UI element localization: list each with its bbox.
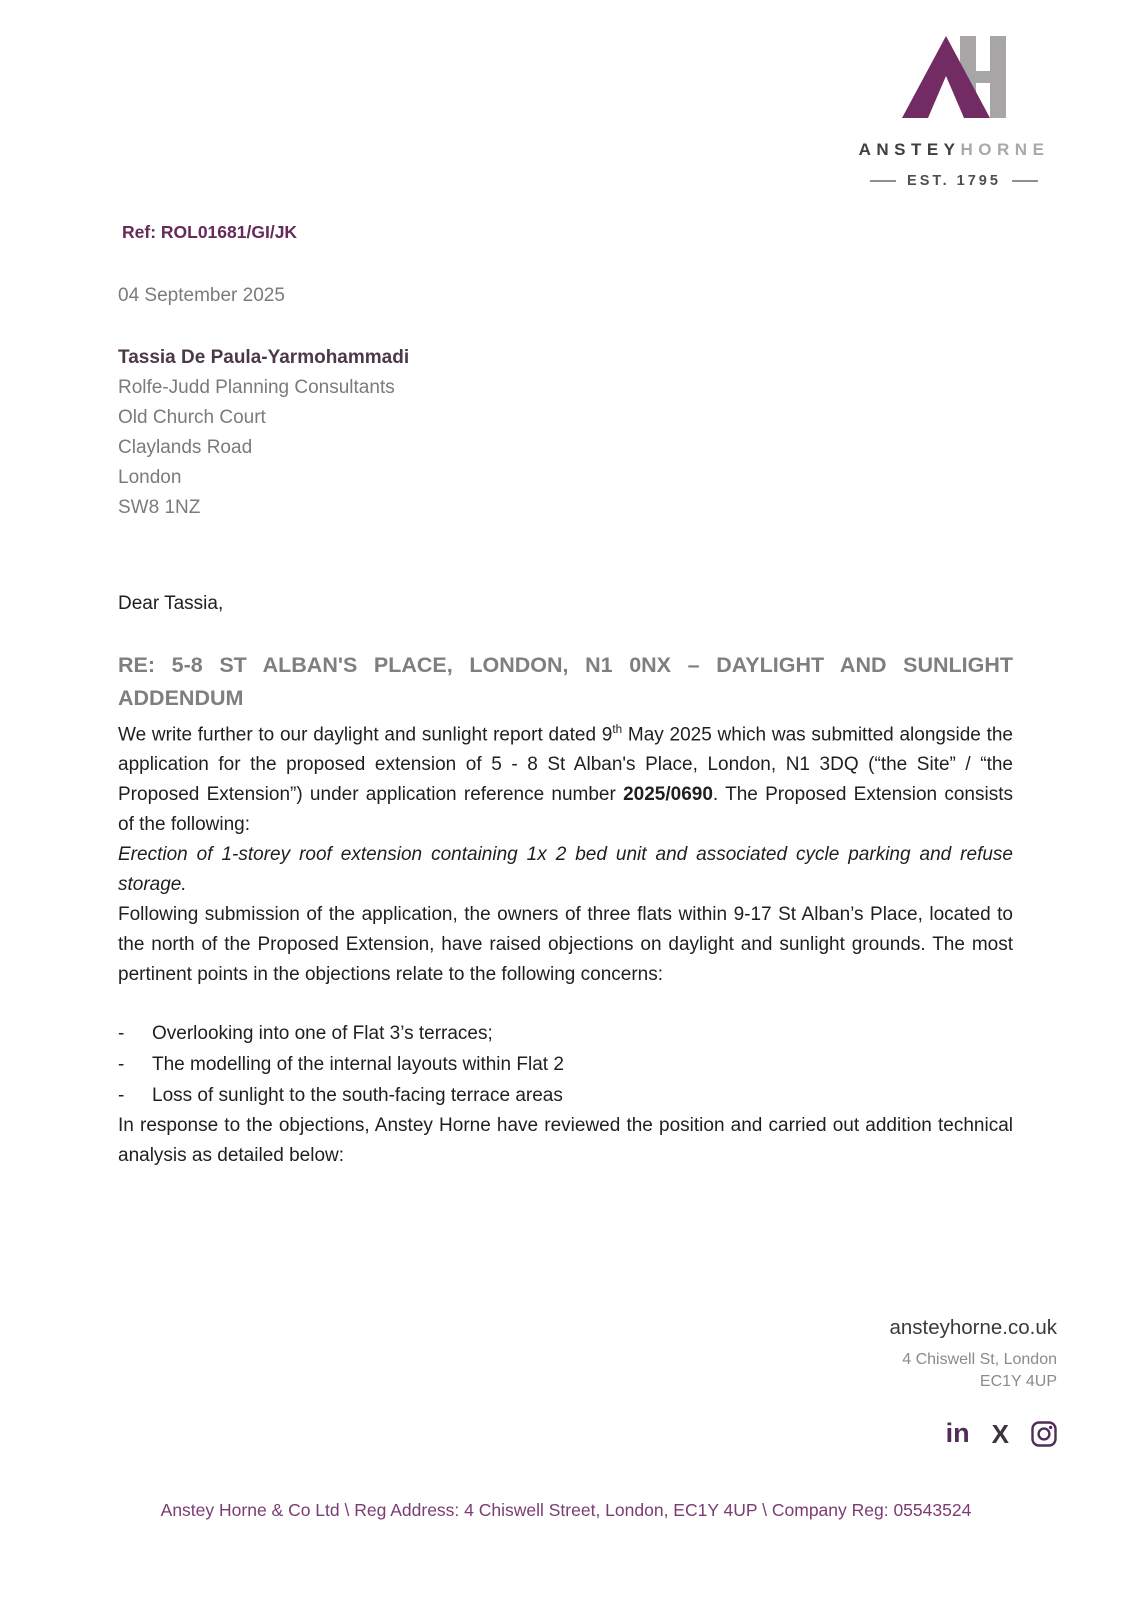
- paragraph-intro: [118, 715, 1013, 840]
- brand-name: [859, 140, 1050, 160]
- recipient-line: Claylands Road: [118, 437, 253, 458]
- recipient-line: London: [118, 467, 182, 488]
- salutation: Dear Tassia,: [118, 593, 224, 614]
- linkedin-icon[interactable]: in: [945, 1418, 970, 1448]
- footer-address: [889, 1349, 1057, 1393]
- bullet-marker: -: [118, 1054, 125, 1076]
- brand-name-anstey: ANSTEY: [858, 140, 961, 159]
- brand-name-horne: HORNE: [960, 140, 1050, 159]
- website-link[interactable]: ansteyhorne.co.uk: [889, 1316, 1057, 1339]
- paragraph-objections: Following submission of the application, the owners of three flats within 9-17 St Alban’s Place, located to the north of the Proposed Extension, have raised objections on daylight and sunlight grounds. The most pertinent points in the objections relate to the following concerns:: [118, 904, 1013, 986]
- company-registration-footer: Anstey Horne & Co Ltd \ Reg Address: 4 Chiswell Street, London, EC1Y 4UP \ Company Reg: 05543524: [160, 1500, 972, 1520]
- list-item: [118, 1018, 1013, 1049]
- paragraph-intro-text: May 2025 which was submitted alongside the application for the proposed extension of 5 - 8 St Alban's Place, London, N1 3DQ (“the Site” / “the Proposed Extension”) under application reference number: [118, 724, 1013, 806]
- brand-established: [870, 173, 1038, 189]
- recipient-name: Tassia De Paula-Yarmohammadi: [118, 347, 410, 368]
- paragraph-intro-text: . The Proposed Extension consists of the following:: [118, 784, 1013, 836]
- letterhead: [844, 30, 1064, 189]
- recipient-line: Rolfe-Judd Planning Consultants: [118, 377, 395, 398]
- footer-address-line: EC1Y 4UP: [979, 1373, 1057, 1390]
- bullet-marker: -: [118, 1085, 125, 1107]
- footer-contact-block: [889, 1316, 1057, 1447]
- ordinal-suffix: th: [612, 723, 623, 736]
- x-twitter-icon[interactable]: X: [991, 1418, 1009, 1449]
- list-item: [118, 1049, 1013, 1080]
- reference-number: Ref: ROL01681/GI/JK: [122, 222, 298, 242]
- instagram-icon[interactable]: [1031, 1421, 1057, 1447]
- bullet-text: Overlooking into one of Flat 3’s terraces;: [152, 1023, 493, 1045]
- bullet-marker: -: [118, 1023, 125, 1045]
- anstey-horne-logo-icon: [902, 30, 1006, 124]
- footer-address-line: 4 Chiswell St, London: [902, 1351, 1057, 1368]
- social-icons-row: [889, 1420, 1057, 1447]
- letter-date: 04 September 2025: [118, 285, 285, 306]
- application-reference: 2025/0690: [623, 784, 713, 806]
- bullet-text: Loss of sunlight to the south-facing terrace areas: [152, 1085, 563, 1107]
- letter-content: [0, 222, 1132, 1171]
- paragraph-intro-text: We write further to our daylight and sunlight report dated 9: [118, 724, 613, 746]
- recipient-line: SW8 1NZ: [118, 497, 201, 518]
- subject-line: RE: 5-8 ST ALBAN'S PLACE, LONDON, N1 0NX – DAYLIGHT AND SUNLIGHT ADDENDUM: [118, 653, 1013, 710]
- list-item: [118, 1080, 1013, 1111]
- recipient-line: Old Church Court: [118, 407, 266, 428]
- development-description-quote: Erection of 1-storey roof extension containing 1x 2 bed unit and associated cycle parking and refuse storage.: [118, 844, 1013, 896]
- est-dash-right-icon: [1012, 180, 1038, 182]
- objection-list: [118, 1018, 1013, 1111]
- paragraph-response: In response to the objections, Anstey Horne have reviewed the position and carried out addition technical analysis as detailed below:: [118, 1115, 1013, 1167]
- bullet-text: The modelling of the internal layouts within Flat 2: [152, 1054, 564, 1076]
- est-label: EST. 1795: [907, 173, 1001, 189]
- recipient-address-block: [118, 343, 1013, 523]
- est-dash-left-icon: [870, 180, 896, 182]
